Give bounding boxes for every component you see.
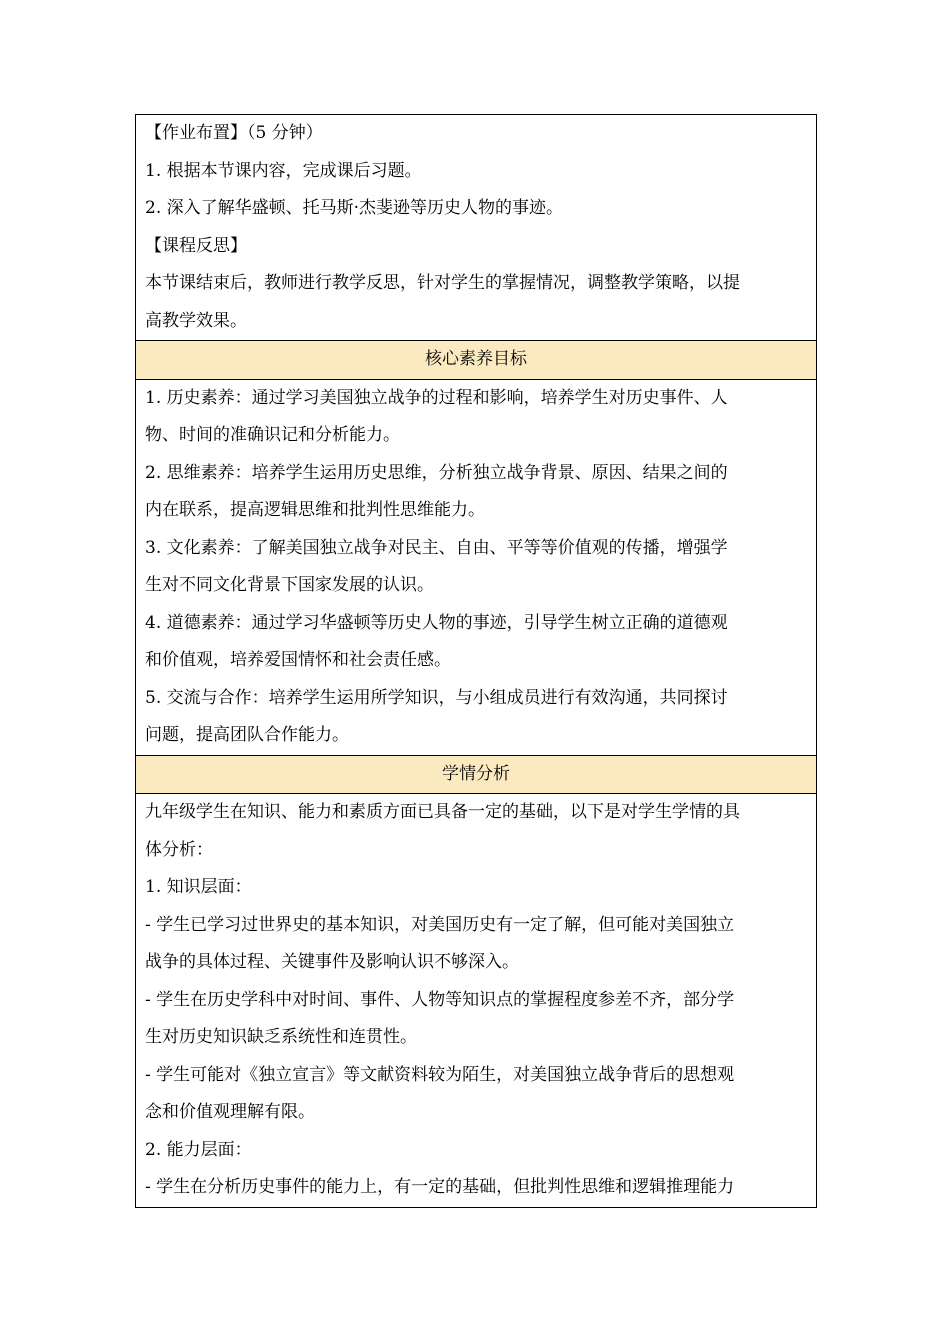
ability-level-title: 2. 能力层面： (145, 1139, 252, 1160)
reflection-text-line-1: 本节课结束后，教师进行教学反思，针对学生的掌握情况，调整教学策略，以提 (145, 273, 740, 293)
reflection-text-line-2: 高教学效果。 (145, 310, 247, 331)
core-item-1-line-1: 1. 历史素养：通过学习美国独立战争的过程和影响，培养学生对历史事件、人 (145, 387, 728, 408)
lesson-plan-table (135, 114, 817, 1208)
homework-row (136, 115, 817, 341)
core-item-4-line-2: 和价值观，培养爱国情怀和社会责任感。 (145, 650, 451, 670)
reflection-title: 【课程反思】 (145, 235, 247, 256)
analysis-intro-line-1: 九年级学生在知识、能力和素质方面已具备一定的基础，以下是对学生学情的具 (145, 802, 740, 822)
core-literacy-cell (136, 379, 817, 755)
analysis-intro-line-2: 体分析： (145, 839, 213, 860)
core-item-3-line-1: 3. 文化素养：了解美国独立战争对民主、自由、平等等价值观的传播，增强学 (145, 537, 728, 558)
core-item-2-line-2: 内在联系，提高逻辑思维和批判性思维能力。 (145, 500, 485, 520)
core-item-3-line-2: 生对不同文化背景下国家发展的认识。 (145, 575, 434, 595)
core-item-2-line-1: 2. 思维素养：培养学生运用历史思维，分析独立战争背景、原因、结果之间的 (145, 462, 728, 483)
core-item-1-line-2: 物、时间的准确识记和分析能力。 (145, 425, 400, 445)
homework-title: 【作业布置】（5 分钟） (145, 123, 323, 143)
homework-item-1: 1. 根据本节课内容，完成课后习题。 (145, 160, 422, 181)
student-analysis-cell (136, 794, 817, 1208)
core-header-row (136, 341, 817, 380)
core-item-5-line-1: 5. 交流与合作：培养学生运用所学知识，与小组成员进行有效沟通，共同探讨 (145, 687, 728, 708)
student-analysis-header: 学情分析 (136, 755, 817, 794)
core-content-row (136, 379, 817, 755)
homework-cell (136, 115, 817, 341)
knowledge-level-title: 1. 知识层面： (145, 877, 252, 897)
knowledge-point-2-line-1: - 学生在历史学科中对时间、事件、人物等知识点的掌握程度参差不齐，部分学 (145, 989, 735, 1010)
knowledge-point-1-line-2: 战争的具体过程、关键事件及影响认识不够深入。 (145, 952, 519, 972)
core-literacy-header: 核心素养目标 (136, 341, 817, 380)
knowledge-point-2-line-2: 生对历史知识缺乏系统性和连贯性。 (145, 1027, 417, 1047)
core-item-5-line-2: 问题，提高团队合作能力。 (145, 725, 349, 745)
ability-point-1-line-1: - 学生在分析历史事件的能力上，有一定的基础，但批判性思维和逻辑推理能力 (145, 1177, 735, 1197)
knowledge-point-3-line-1: - 学生可能对《独立宣言》等文献资料较为陌生，对美国独立战争背后的思想观 (145, 1064, 735, 1085)
analysis-header-row (136, 755, 817, 794)
knowledge-point-1-line-1: - 学生已学习过世界史的基本知识，对美国历史有一定了解，但可能对美国独立 (145, 914, 735, 935)
knowledge-point-3-line-2: 念和价值观理解有限。 (145, 1102, 315, 1122)
analysis-content-row (136, 794, 817, 1208)
homework-item-2: 2. 深入了解华盛顿、托马斯·杰斐逊等历史人物的事迹。 (145, 198, 564, 218)
core-item-4-line-1: 4. 道德素养：通过学习华盛顿等历史人物的事迹，引导学生树立正确的道德观 (145, 612, 728, 633)
